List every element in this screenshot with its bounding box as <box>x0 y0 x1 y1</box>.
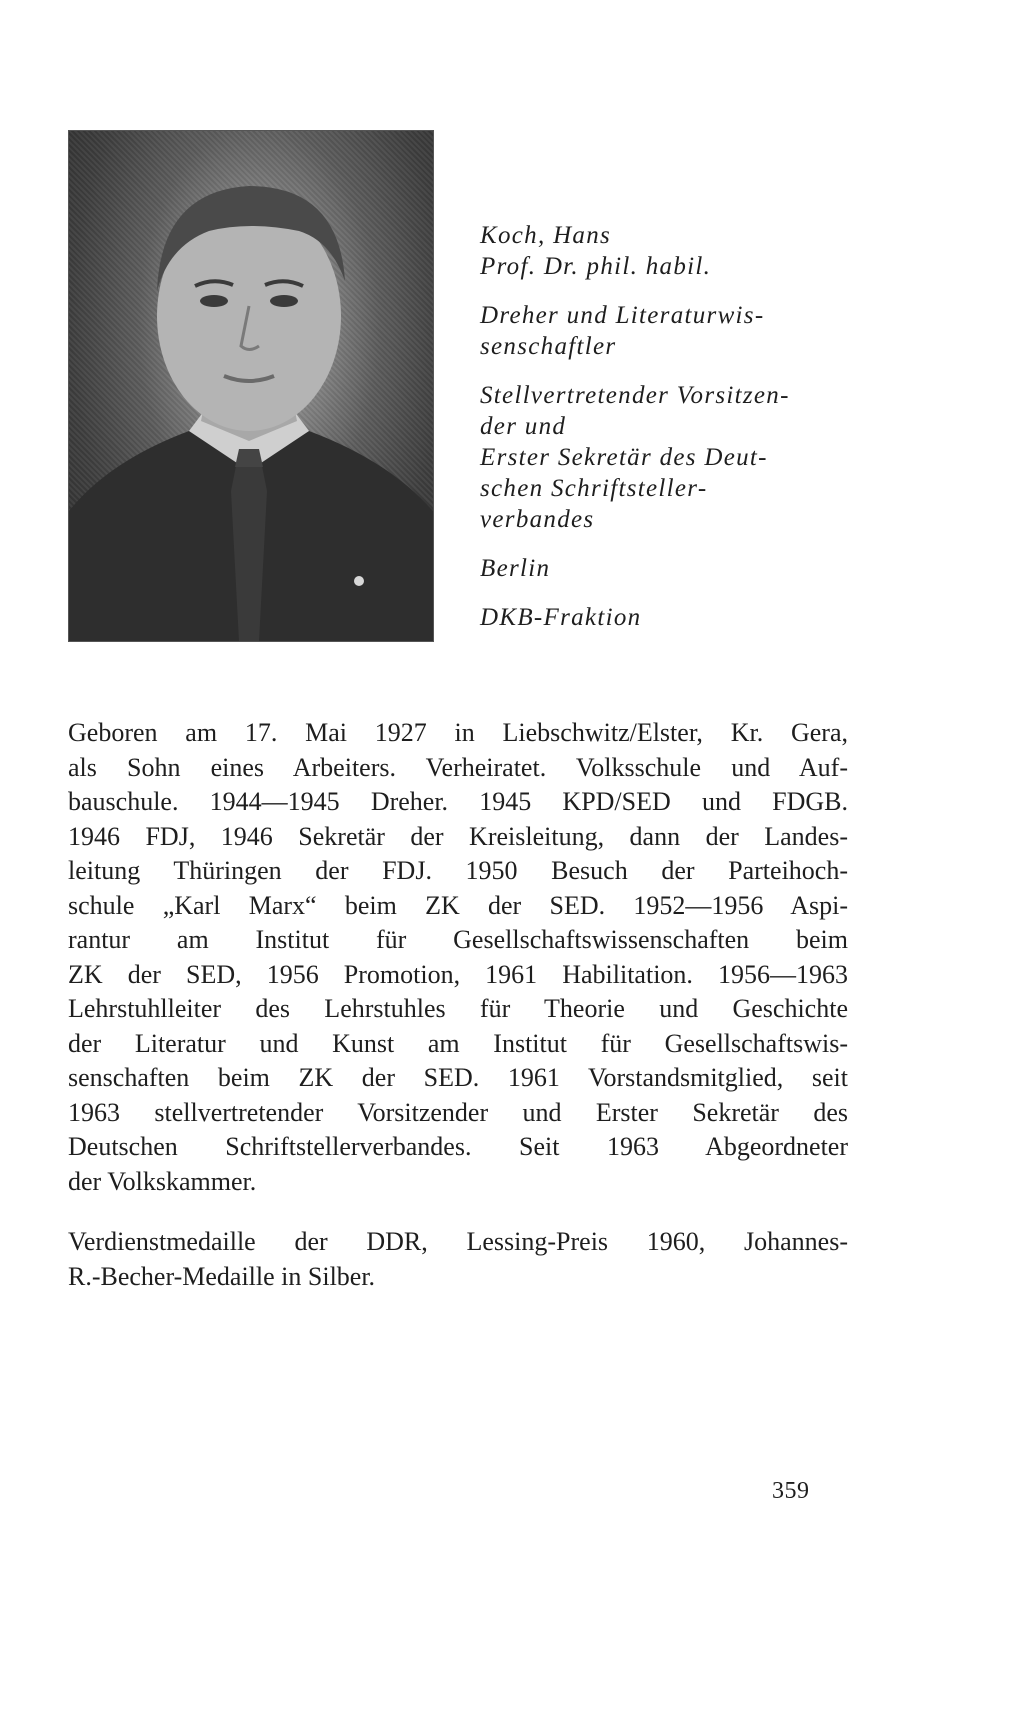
bio-line: 1963 stellvertretender Vorsitzender und Erster Sekretär des <box>68 1097 848 1127</box>
profession-line: Dreher und Literaturwis- <box>480 302 765 329</box>
bio-line: senschaften beim ZK der SED. 1961 Vorstandsmitglied, seit <box>68 1063 848 1092</box>
faction: DKB-Fraktion <box>480 604 642 631</box>
profession-block <box>480 300 880 362</box>
position-line: Stellvertretender Vorsitzen- <box>480 382 790 409</box>
bio-line: als Sohn eines Arbeiters. Verheiratet. Volksschule und Auf- <box>68 752 848 782</box>
biography <box>68 716 848 1320</box>
person-name: Koch, Hans <box>480 222 612 249</box>
biography-paragraph-1 <box>68 716 848 1199</box>
bio-line: Verdienstmedaille der DDR, Lessing-Preis 1960, Johannes- <box>68 1227 848 1256</box>
profession-line: senschaftler <box>480 333 617 360</box>
portrait-illustration <box>69 131 433 641</box>
bio-line: Deutschen Schriftstellerverbandes. Seit 1963 Abgeordneter <box>68 1132 848 1161</box>
bio-line: rantur am Institut für Gesellschaftswissenschaften beim <box>68 925 848 954</box>
biography-paragraph-2 <box>68 1225 848 1294</box>
position-block <box>480 380 880 535</box>
page-number: 359 <box>772 1478 810 1504</box>
bio-line: Geboren am 17. Mai 1927 in Liebschwitz/Elster, Kr. Gera, <box>68 718 848 747</box>
name-block <box>480 220 880 282</box>
academic-title: Prof. Dr. phil. habil. <box>480 253 712 280</box>
bio-line: schule „Karl Marx“ beim ZK der SED. 1952—1956 Aspi- <box>68 890 848 920</box>
bio-line: bauschule. 1944—1945 Dreher. 1945 KPD/SED und FDGB. <box>68 787 848 816</box>
city-block <box>480 553 880 584</box>
bio-line: der Volkskammer. <box>68 1166 257 1196</box>
bio-line: leitung Thüringen der FDJ. 1950 Besuch der Parteihoch- <box>68 856 848 885</box>
city: Berlin <box>480 555 551 582</box>
position-line: verbandes <box>480 506 595 533</box>
position-line: Erster Sekretär des Deut- <box>480 444 768 471</box>
bio-line: R.-Becher-Medaille in Silber. <box>68 1261 376 1291</box>
person-caption <box>480 220 880 651</box>
bio-line: Lehrstuhlleiter des Lehrstuhles für Theorie und Geschichte <box>68 994 848 1023</box>
faction-block <box>480 602 880 633</box>
position-line: der und <box>480 413 567 440</box>
bio-line: 1946 FDJ, 1946 Sekretär der Kreisleitung, dann der Landes- <box>68 821 848 851</box>
bio-line: der Literatur und Kunst am Institut für Gesellschaftswis- <box>68 1028 848 1058</box>
bio-line: ZK der SED, 1956 Promotion, 1961 Habilitation. 1956—1963 <box>68 959 848 989</box>
position-line: schen Schriftsteller- <box>480 475 708 502</box>
portrait-photo <box>68 130 434 642</box>
